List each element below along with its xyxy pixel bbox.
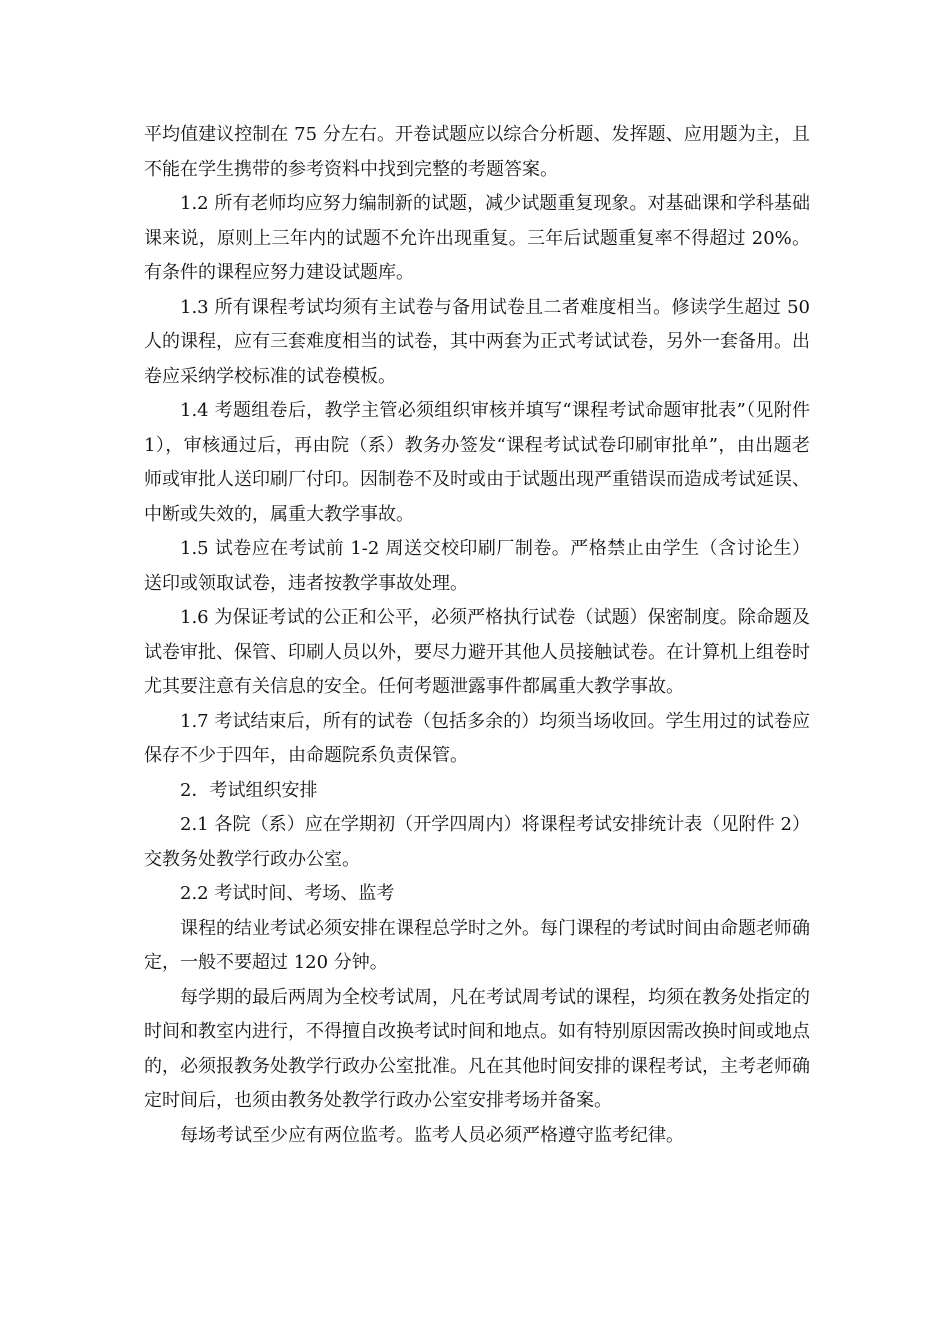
section-heading-2: 2．考试组织安排 [180, 779, 318, 801]
paragraph-1-4: 1.4 考题组卷后，教学主管必须组织审核并填写“课程考试命题审批表”（见附件 1），审核通过后，再由院（系）教务办签发“课程考试试卷印刷审批单”，由出题老师或审批人送印刷厂付印。因制卷不及时或由于试题出现严重错误而造成考试延误、中断或失效的，属重大教学事故。 [144, 400, 810, 525]
paragraph-1-6: 1.6 为保证考试的公正和公平，必须严格执行试卷（试题）保密制度。除命题及试卷审批、保管、印刷人员以外，要尽力避开其他人员接触试卷。在计算机上组卷时尤其要注意有关信息的安全。任何考题泄露事件都属重大教学事故。 [144, 607, 810, 697]
paragraph-exam-duration: 课程的结业考试必须安排在课程总学时之外。每门课程的考试时间由命题老师确定，一般不要超过 120 分钟。 [144, 917, 810, 973]
paragraph-1-3: 1.3 所有课程考试均须有主试卷与备用试卷且二者难度相当。修读学生超过 50 人的课程，应有三套难度相当的试卷，其中两套为正式考试试卷，另外一套备用。出卷应采纳学校标准的试卷模板。 [144, 296, 810, 387]
paragraph-1-7: 1.7 考试结束后，所有的试卷（包括多余的）均须当场收回。学生用过的试卷应保存不少于四年，由命题院系负责保管。 [144, 710, 810, 766]
paragraph-1-5: 1.5 试卷应在考试前 1-2 周送交校印刷厂制卷。严格禁止由学生（含讨论生）送印或领取试卷，违者按教学事故处理。 [144, 538, 810, 594]
subsection-heading-2-2: 2.2 考试时间、考场、监考 [180, 883, 395, 904]
paragraph-1-2: 1.2 所有老师均应努力编制新的试题，减少试题重复现象。对基础课和学科基础课来说，原则上三年内的试题不允许出现重复。三年后试题重复率不得超过 20%。有条件的课程应努力建设试题库。 [144, 193, 810, 283]
paragraph-2-1: 2.1 各院（系）应在学期初（开学四周内）将课程考试安排统计表（见附件 2）交教务处教学行政办公室。 [144, 814, 810, 870]
document-body [144, 118, 810, 1153]
paragraph-exam-week: 每学期的最后两周为全校考试周，凡在考试周考试的课程，均须在教务处指定的时间和教室内进行，不得擅自改换考试时间和地点。如有特别原因需改换时间或地点的，必须报教务处教学行政办公室批准。凡在其他时间安排的课程考试，主考老师确定时间后，也须由教务处教学行政办公室安排考场并备案。 [144, 986, 810, 1111]
paragraph-1: 平均值建议控制在 75 分左右。开卷试题应以综合分析题、发挥题、应用题为主，且不能在学生携带的参考资料中找到完整的考题答案。 [144, 124, 810, 180]
paragraph-invigilation: 每场考试至少应有两位监考。监考人员必须严格遵守监考纪律。 [180, 1124, 684, 1146]
